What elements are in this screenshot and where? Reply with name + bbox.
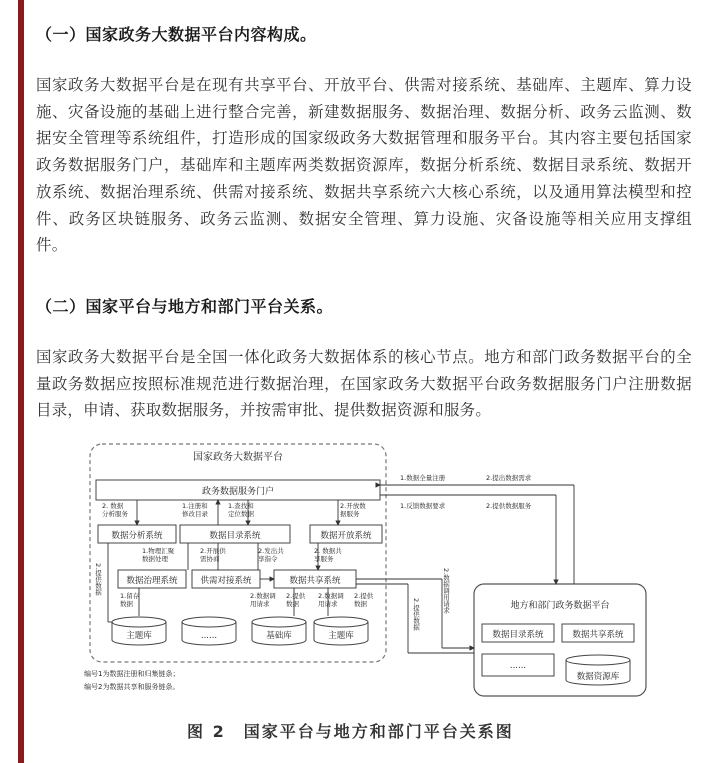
note-1: 编号1为数据注册和归集链条； xyxy=(84,670,180,678)
supply-system-label: 供需对接系统 xyxy=(200,576,252,586)
relationship-diagram xyxy=(78,438,654,700)
label-left-vertical: 2.提供数据 xyxy=(94,563,102,596)
label-open-a: 2.开放数 xyxy=(340,502,366,510)
label-prov-a: 2.提供 xyxy=(286,592,306,600)
label-find-a: 1.查找和 xyxy=(228,502,254,510)
theme-db-label: 主题库 xyxy=(126,631,152,641)
label-call2-a: 2.数据调 xyxy=(318,592,344,600)
label-issue-a: 2.发出共 xyxy=(258,547,284,555)
label-register-a: 1.注册和 xyxy=(182,502,208,510)
label-open-b: 据服务 xyxy=(340,510,360,518)
label-analysis-a: 2. 数据 xyxy=(102,502,124,510)
catalog-system-label: 数据目录系统 xyxy=(209,531,261,541)
sharing-system-label: 数据共享系统 xyxy=(289,576,341,586)
label-share-a: 2. 数据共 xyxy=(314,547,342,555)
label-share-b: 享服务 xyxy=(314,555,334,563)
label-prov2-a: 2.提供 xyxy=(354,592,374,600)
label-register-b: 修改目录 xyxy=(182,510,208,518)
label-call-a: 2.数据调 xyxy=(250,592,276,600)
label-store-b: 数据 xyxy=(120,600,133,608)
label-phys-b: 数据处理 xyxy=(142,555,168,563)
left-accent-bar xyxy=(18,0,24,763)
figure-caption: 图 2 国家平台与地方和部门平台关系图 xyxy=(187,722,514,741)
local-catalog-label: 数据目录系统 xyxy=(492,630,544,640)
section2-heading: （二）国家平台与地方和部门平台关系。 xyxy=(36,297,334,316)
label-prov-b: 数据 xyxy=(286,600,299,608)
open-system-label: 数据开放系统 xyxy=(320,531,372,541)
section2-paragraph: 国家政务大数据平台是全国一体化政务大数据体系的核心节点。地方和部门政务数据平台的全量政务数据应按照标准规范进行数据治理，在国家政务大数据平台政务数据服务门户注册数据目录，申请、获取数据服务，并按需审批、提供数据资源和服务。 xyxy=(36,348,692,420)
national-platform-title: 国家政务大数据平台 xyxy=(193,452,283,463)
note-2: 编号2为数据共享和服务链条。 xyxy=(84,683,180,691)
local-resource-label: 数据资源库 xyxy=(576,672,620,682)
label-call-b: 用请求 xyxy=(250,600,270,608)
governance-system-label: 数据治理系统 xyxy=(126,576,178,586)
portal-label: 政务数据服务门户 xyxy=(201,487,275,497)
base-db-label: 基础库 xyxy=(266,631,292,641)
label-prov2-b: 数据 xyxy=(354,600,367,608)
analysis-system-label: 数据分析系统 xyxy=(111,531,163,541)
local-sharing-label: 数据共享系统 xyxy=(572,630,624,640)
dots-db-label: ...... xyxy=(200,631,218,641)
label-find-b: 定位数据 xyxy=(228,510,254,518)
label-vertical-provide: 2.提供数据 xyxy=(412,598,420,631)
section1-paragraph: 国家政务大数据平台是在现有共享平台、开放平台、供需对接系统、基础库、主题库、算力设施、灾备设施的基础上进行整合完善，新建数据服务、数据治理、数据分析、政务云监测、数据安全管理等系统组件，打造形成的国家级政务大数据管理和服务平台。其内容主要包括国家政务数据服务门户，基础库和主题库两类数据资源库，数据分析系统、数据目录系统、数据开放系统、数据治理系统、供需对接系统、数据共享系统六大核心系统，以及通用算法模型和控件、政务区块链服务、政务云监测、数据安全管理、算力设施、灾备设施等相关应用支撑组件。 xyxy=(36,76,692,255)
label-analysis-b: 分析服务 xyxy=(102,510,128,518)
label-provide-service: 2.提供数据服务 xyxy=(486,502,532,510)
label-supply-a: 2.开展供 xyxy=(200,547,226,555)
label-full-register: 1.数据全量注册 xyxy=(400,474,446,482)
section1-heading: （一）国家政务大数据平台内容构成。 xyxy=(36,25,317,44)
label-issue-b: 享指令 xyxy=(258,555,278,563)
local-platform-title: 地方和部门政务数据平台 xyxy=(510,601,610,611)
label-phys-a: 1.物理汇聚 xyxy=(142,547,175,555)
internal-labels xyxy=(94,501,374,608)
label-vertical-call: 2.数据调用请求 xyxy=(442,568,450,614)
label-store-a: 1.留存 xyxy=(120,592,140,600)
label-feedback: 1.反馈数据要求 xyxy=(400,502,446,510)
theme-db2-label: 主题库 xyxy=(328,631,354,641)
local-dots-label: ...... xyxy=(509,661,527,671)
label-raise-request: 2.提出数据需求 xyxy=(486,474,532,482)
label-call2-b: 用请求 xyxy=(318,600,338,608)
label-supply-b: 需协商 xyxy=(200,555,220,563)
relationship-figure xyxy=(78,438,654,700)
